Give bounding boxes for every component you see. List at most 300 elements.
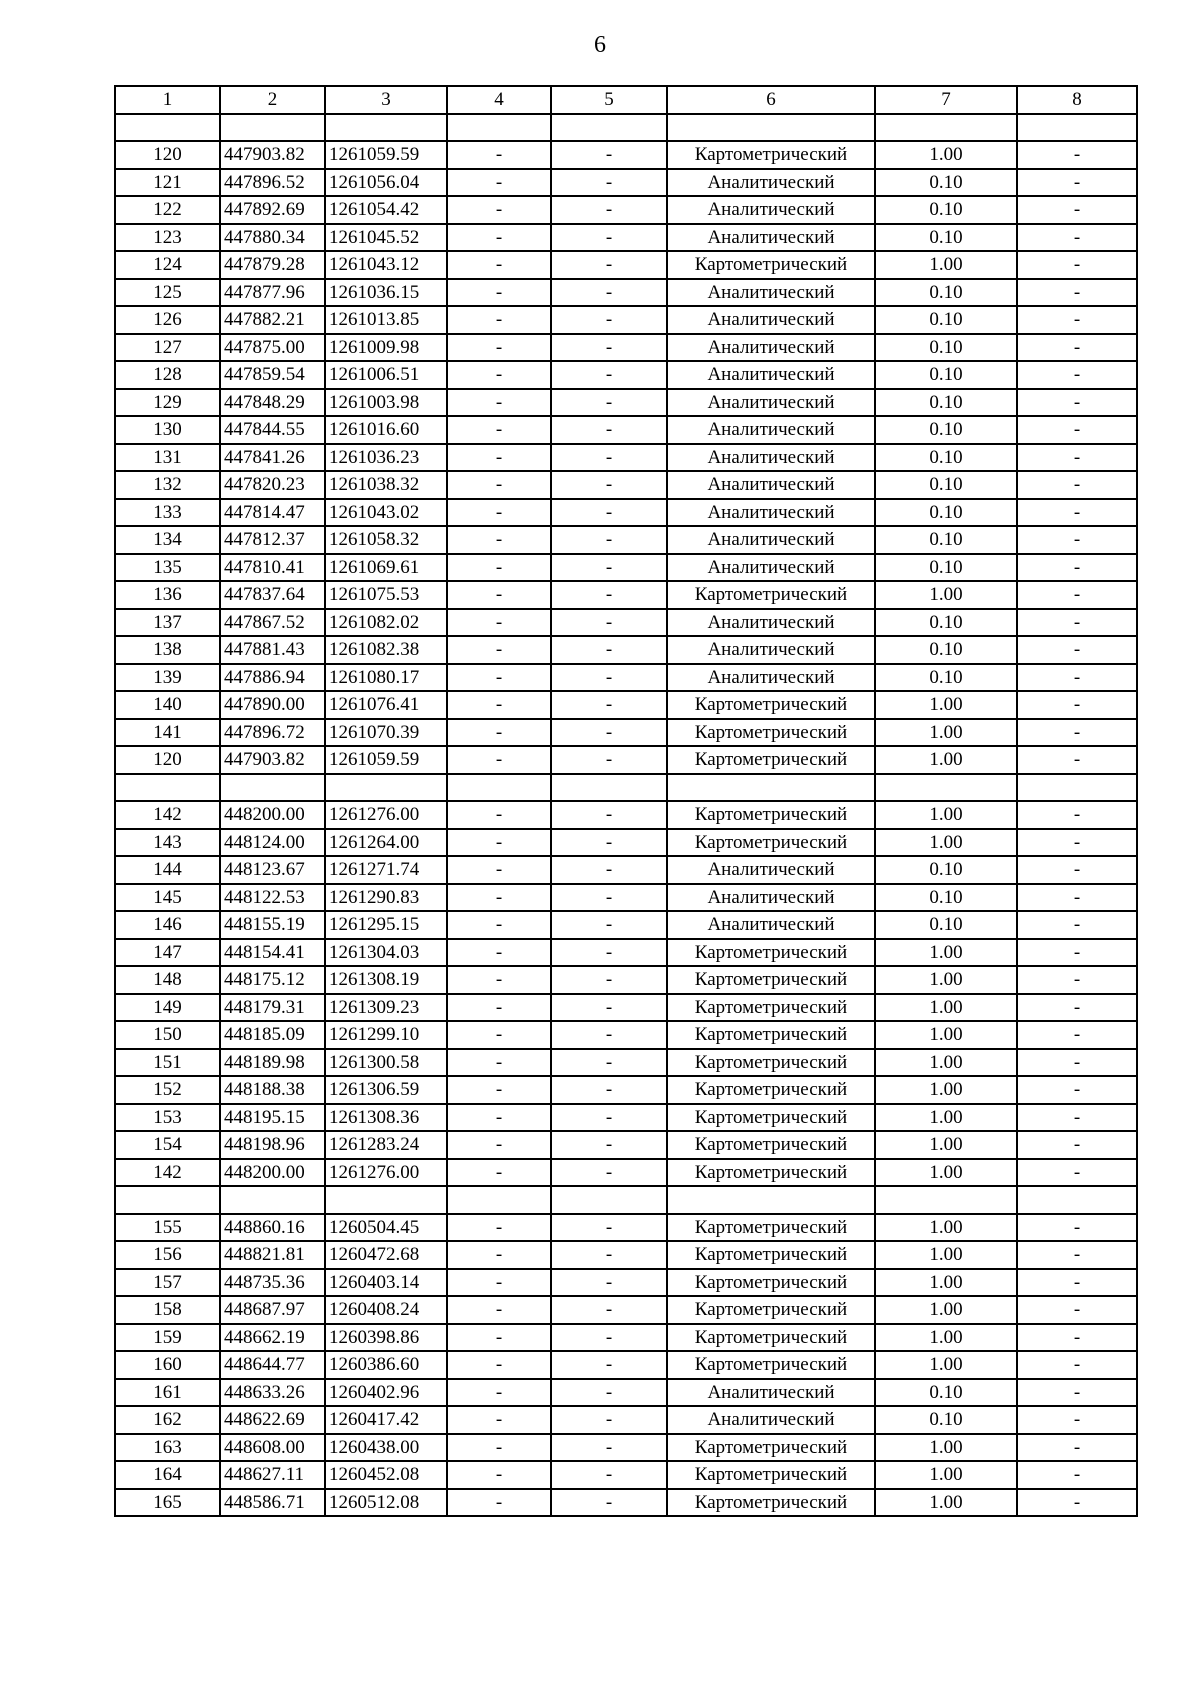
point-number-cell: 161 — [115, 1379, 220, 1407]
accuracy-cell — [875, 114, 1017, 142]
x-coordinate-cell: 448185.09 — [220, 1021, 325, 1049]
accuracy-cell: 1.00 — [875, 581, 1017, 609]
col8-cell: - — [1017, 1269, 1137, 1297]
col8-cell: - — [1017, 911, 1137, 939]
column-header: 7 — [875, 86, 1017, 114]
x-coordinate-cell: 448198.96 — [220, 1131, 325, 1159]
point-number-cell: 128 — [115, 361, 220, 389]
point-number-cell: 148 — [115, 966, 220, 994]
point-number-cell: 127 — [115, 334, 220, 362]
y-coordinate-cell: 1261276.00 — [325, 801, 447, 829]
y-coordinate-cell: 1261070.39 — [325, 719, 447, 747]
col4-cell: - — [447, 911, 551, 939]
x-coordinate-cell: 447810.41 — [220, 554, 325, 582]
table-row — [115, 389, 1137, 417]
col4-cell: - — [447, 1269, 551, 1297]
y-coordinate-cell: 1261082.02 — [325, 609, 447, 637]
method-cell: Картометрический — [667, 1489, 875, 1517]
col5-cell: - — [551, 389, 667, 417]
accuracy-cell: 0.10 — [875, 361, 1017, 389]
col8-cell: - — [1017, 471, 1137, 499]
method-cell: Картометрический — [667, 691, 875, 719]
accuracy-cell: 0.10 — [875, 169, 1017, 197]
method-cell: Аналитический — [667, 1406, 875, 1434]
accuracy-cell: 0.10 — [875, 884, 1017, 912]
point-number-cell: 137 — [115, 609, 220, 637]
table-row — [115, 141, 1137, 169]
accuracy-cell: 1.00 — [875, 141, 1017, 169]
column-header: 1 — [115, 86, 220, 114]
method-cell: Аналитический — [667, 526, 875, 554]
col4-cell: - — [447, 1296, 551, 1324]
col4-cell — [447, 774, 551, 802]
accuracy-cell: 1.00 — [875, 1324, 1017, 1352]
point-number-cell: 154 — [115, 1131, 220, 1159]
accuracy-cell: 1.00 — [875, 1434, 1017, 1462]
col8-cell: - — [1017, 306, 1137, 334]
col5-cell: - — [551, 1131, 667, 1159]
col4-cell: - — [447, 334, 551, 362]
col5-cell: - — [551, 1296, 667, 1324]
method-cell: Картометрический — [667, 1049, 875, 1077]
accuracy-cell: 0.10 — [875, 1379, 1017, 1407]
col5-cell: - — [551, 829, 667, 857]
point-number-cell: 134 — [115, 526, 220, 554]
col8-cell: - — [1017, 581, 1137, 609]
col8-cell: - — [1017, 636, 1137, 664]
point-number-cell — [115, 1186, 220, 1214]
col8-cell: - — [1017, 361, 1137, 389]
col4-cell: - — [447, 719, 551, 747]
col5-cell: - — [551, 609, 667, 637]
method-cell: Картометрический — [667, 1241, 875, 1269]
col8-cell: - — [1017, 1021, 1137, 1049]
point-number-cell: 149 — [115, 994, 220, 1022]
accuracy-cell: 0.10 — [875, 499, 1017, 527]
y-coordinate-cell — [325, 774, 447, 802]
y-coordinate-cell: 1260417.42 — [325, 1406, 447, 1434]
method-cell — [667, 114, 875, 142]
y-coordinate-cell: 1260398.86 — [325, 1324, 447, 1352]
accuracy-cell: 0.10 — [875, 279, 1017, 307]
col8-cell: - — [1017, 719, 1137, 747]
accuracy-cell: 1.00 — [875, 994, 1017, 1022]
y-coordinate-cell: 1260452.08 — [325, 1461, 447, 1489]
y-coordinate-cell: 1261309.23 — [325, 994, 447, 1022]
col8-cell: - — [1017, 526, 1137, 554]
col5-cell: - — [551, 306, 667, 334]
x-coordinate-cell: 447875.00 — [220, 334, 325, 362]
col5-cell: - — [551, 746, 667, 774]
x-coordinate-cell: 448175.12 — [220, 966, 325, 994]
point-number-cell: 157 — [115, 1269, 220, 1297]
col5-cell: - — [551, 1214, 667, 1242]
x-coordinate-cell: 448608.00 — [220, 1434, 325, 1462]
y-coordinate-cell: 1260403.14 — [325, 1269, 447, 1297]
x-coordinate-cell: 448123.67 — [220, 856, 325, 884]
col4-cell: - — [447, 609, 551, 637]
accuracy-cell: 1.00 — [875, 1049, 1017, 1077]
x-coordinate-cell: 447844.55 — [220, 416, 325, 444]
x-coordinate-cell: 448644.77 — [220, 1351, 325, 1379]
x-coordinate-cell: 448179.31 — [220, 994, 325, 1022]
y-coordinate-cell: 1261006.51 — [325, 361, 447, 389]
point-number-cell: 126 — [115, 306, 220, 334]
col5-cell: - — [551, 169, 667, 197]
col4-cell: - — [447, 664, 551, 692]
method-cell: Аналитический — [667, 361, 875, 389]
table-row — [115, 636, 1137, 664]
col8-cell: - — [1017, 1351, 1137, 1379]
x-coordinate-cell: 447877.96 — [220, 279, 325, 307]
x-coordinate-cell: 448687.97 — [220, 1296, 325, 1324]
x-coordinate-cell: 448627.11 — [220, 1461, 325, 1489]
y-coordinate-cell: 1261069.61 — [325, 554, 447, 582]
col4-cell: - — [447, 1406, 551, 1434]
col4-cell: - — [447, 554, 551, 582]
column-header: 3 — [325, 86, 447, 114]
y-coordinate-cell: 1261059.59 — [325, 746, 447, 774]
x-coordinate-cell: 448200.00 — [220, 1159, 325, 1187]
point-number-cell: 147 — [115, 939, 220, 967]
y-coordinate-cell: 1261082.38 — [325, 636, 447, 664]
table-row — [115, 526, 1137, 554]
x-coordinate-cell: 447903.82 — [220, 746, 325, 774]
col4-cell: - — [447, 1021, 551, 1049]
col8-cell: - — [1017, 251, 1137, 279]
y-coordinate-cell: 1261264.00 — [325, 829, 447, 857]
accuracy-cell: 1.00 — [875, 966, 1017, 994]
x-coordinate-cell — [220, 114, 325, 142]
x-coordinate-cell: 448860.16 — [220, 1214, 325, 1242]
table-row — [115, 1269, 1137, 1297]
x-coordinate-cell: 448586.71 — [220, 1489, 325, 1517]
table-row — [115, 1351, 1137, 1379]
method-cell: Картометрический — [667, 1104, 875, 1132]
col4-cell: - — [447, 196, 551, 224]
col8-cell: - — [1017, 1489, 1137, 1517]
x-coordinate-cell: 447896.52 — [220, 169, 325, 197]
table-row — [115, 196, 1137, 224]
accuracy-cell: 1.00 — [875, 1461, 1017, 1489]
col4-cell: - — [447, 801, 551, 829]
point-number-cell: 162 — [115, 1406, 220, 1434]
col4-cell — [447, 114, 551, 142]
col5-cell: - — [551, 361, 667, 389]
method-cell: Аналитический — [667, 471, 875, 499]
x-coordinate-cell — [220, 774, 325, 802]
table-row — [115, 1461, 1137, 1489]
table-row — [115, 471, 1137, 499]
method-cell: Картометрический — [667, 1324, 875, 1352]
method-cell: Картометрический — [667, 1214, 875, 1242]
col8-cell: - — [1017, 196, 1137, 224]
col4-cell: - — [447, 1241, 551, 1269]
x-coordinate-cell: 448155.19 — [220, 911, 325, 939]
point-number-cell: 143 — [115, 829, 220, 857]
table-row — [115, 251, 1137, 279]
accuracy-cell: 0.10 — [875, 389, 1017, 417]
accuracy-cell: 0.10 — [875, 196, 1017, 224]
col5-cell: - — [551, 334, 667, 362]
col4-cell: - — [447, 1434, 551, 1462]
table-row — [115, 609, 1137, 637]
separator-row — [115, 774, 1137, 802]
method-cell: Аналитический — [667, 1379, 875, 1407]
col8-cell: - — [1017, 1461, 1137, 1489]
x-coordinate-cell: 447859.54 — [220, 361, 325, 389]
accuracy-cell: 1.00 — [875, 829, 1017, 857]
method-cell: Аналитический — [667, 856, 875, 884]
col5-cell — [551, 114, 667, 142]
accuracy-cell: 1.00 — [875, 1104, 1017, 1132]
table-row — [115, 884, 1137, 912]
col8-cell: - — [1017, 691, 1137, 719]
col5-cell: - — [551, 719, 667, 747]
col8-cell — [1017, 1186, 1137, 1214]
method-cell: Картометрический — [667, 141, 875, 169]
x-coordinate-cell: 447880.34 — [220, 224, 325, 252]
accuracy-cell: 1.00 — [875, 1351, 1017, 1379]
col4-cell: - — [447, 1104, 551, 1132]
method-cell: Аналитический — [667, 306, 875, 334]
point-number-cell: 150 — [115, 1021, 220, 1049]
col8-cell: - — [1017, 1049, 1137, 1077]
col8-cell: - — [1017, 1076, 1137, 1104]
y-coordinate-cell: 1261056.04 — [325, 169, 447, 197]
col4-cell: - — [447, 994, 551, 1022]
x-coordinate-cell: 448154.41 — [220, 939, 325, 967]
x-coordinate-cell: 447892.69 — [220, 196, 325, 224]
method-cell: Картометрический — [667, 1461, 875, 1489]
table-row — [115, 169, 1137, 197]
col4-cell — [447, 1186, 551, 1214]
col5-cell: - — [551, 581, 667, 609]
accuracy-cell: 0.10 — [875, 554, 1017, 582]
method-cell: Аналитический — [667, 664, 875, 692]
y-coordinate-cell: 1260402.96 — [325, 1379, 447, 1407]
y-coordinate-cell: 1261075.53 — [325, 581, 447, 609]
y-coordinate-cell — [325, 1186, 447, 1214]
table-row — [115, 1241, 1137, 1269]
y-coordinate-cell: 1261003.98 — [325, 389, 447, 417]
method-cell: Картометрический — [667, 746, 875, 774]
point-number-cell: 122 — [115, 196, 220, 224]
col8-cell: - — [1017, 829, 1137, 857]
col5-cell: - — [551, 1406, 667, 1434]
separator-row — [115, 114, 1137, 142]
col5-cell: - — [551, 664, 667, 692]
col5-cell: - — [551, 444, 667, 472]
col4-cell: - — [447, 1159, 551, 1187]
col4-cell: - — [447, 636, 551, 664]
point-number-cell: 158 — [115, 1296, 220, 1324]
y-coordinate-cell: 1261045.52 — [325, 224, 447, 252]
y-coordinate-cell: 1261306.59 — [325, 1076, 447, 1104]
y-coordinate-cell: 1261036.15 — [325, 279, 447, 307]
col8-cell — [1017, 114, 1137, 142]
accuracy-cell: 1.00 — [875, 251, 1017, 279]
accuracy-cell: 0.10 — [875, 609, 1017, 637]
method-cell: Картометрический — [667, 829, 875, 857]
method-cell: Картометрический — [667, 581, 875, 609]
table-header — [115, 86, 1137, 114]
point-number-cell: 153 — [115, 1104, 220, 1132]
col8-cell: - — [1017, 279, 1137, 307]
col8-cell: - — [1017, 664, 1137, 692]
table-row — [115, 1214, 1137, 1242]
col4-cell: - — [447, 306, 551, 334]
point-number-cell: 132 — [115, 471, 220, 499]
col4-cell: - — [447, 141, 551, 169]
table-row — [115, 801, 1137, 829]
y-coordinate-cell: 1261054.42 — [325, 196, 447, 224]
method-cell: Картометрический — [667, 1021, 875, 1049]
accuracy-cell: 1.00 — [875, 691, 1017, 719]
method-cell: Картометрический — [667, 251, 875, 279]
point-number-cell: 140 — [115, 691, 220, 719]
table-row — [115, 499, 1137, 527]
col8-cell: - — [1017, 444, 1137, 472]
col5-cell: - — [551, 1159, 667, 1187]
col4-cell: - — [447, 884, 551, 912]
method-cell: Картометрический — [667, 1434, 875, 1462]
col4-cell: - — [447, 499, 551, 527]
col5-cell: - — [551, 1269, 667, 1297]
accuracy-cell: 1.00 — [875, 719, 1017, 747]
accuracy-cell: 1.00 — [875, 1269, 1017, 1297]
col4-cell: - — [447, 279, 551, 307]
x-coordinate-cell: 448622.69 — [220, 1406, 325, 1434]
x-coordinate-cell: 447848.29 — [220, 389, 325, 417]
accuracy-cell: 1.00 — [875, 939, 1017, 967]
col4-cell: - — [447, 829, 551, 857]
method-cell: Картометрический — [667, 801, 875, 829]
col8-cell: - — [1017, 856, 1137, 884]
col5-cell: - — [551, 636, 667, 664]
accuracy-cell: 1.00 — [875, 801, 1017, 829]
table-row — [115, 1104, 1137, 1132]
y-coordinate-cell: 1261295.15 — [325, 911, 447, 939]
column-header: 6 — [667, 86, 875, 114]
accuracy-cell: 1.00 — [875, 1131, 1017, 1159]
col8-cell: - — [1017, 1241, 1137, 1269]
method-cell: Картометрический — [667, 1159, 875, 1187]
point-number-cell: 159 — [115, 1324, 220, 1352]
table-row — [115, 1324, 1137, 1352]
col5-cell — [551, 774, 667, 802]
x-coordinate-cell: 448200.00 — [220, 801, 325, 829]
col4-cell: - — [447, 1461, 551, 1489]
y-coordinate-cell: 1261304.03 — [325, 939, 447, 967]
column-header: 5 — [551, 86, 667, 114]
table-row — [115, 1076, 1137, 1104]
y-coordinate-cell: 1261308.36 — [325, 1104, 447, 1132]
method-cell: Аналитический — [667, 636, 875, 664]
method-cell: Аналитический — [667, 224, 875, 252]
col4-cell: - — [447, 1131, 551, 1159]
table-body — [115, 114, 1137, 1517]
col5-cell: - — [551, 224, 667, 252]
y-coordinate-cell: 1261290.83 — [325, 884, 447, 912]
col8-cell: - — [1017, 416, 1137, 444]
col5-cell: - — [551, 1241, 667, 1269]
col8-cell: - — [1017, 609, 1137, 637]
x-coordinate-cell: 448735.36 — [220, 1269, 325, 1297]
col5-cell: - — [551, 1049, 667, 1077]
col4-cell: - — [447, 1379, 551, 1407]
col8-cell: - — [1017, 334, 1137, 362]
col4-cell: - — [447, 691, 551, 719]
accuracy-cell: 0.10 — [875, 636, 1017, 664]
col5-cell: - — [551, 1104, 667, 1132]
point-number-cell: 141 — [115, 719, 220, 747]
accuracy-cell: 1.00 — [875, 1076, 1017, 1104]
method-cell: Аналитический — [667, 196, 875, 224]
point-number-cell: 131 — [115, 444, 220, 472]
col5-cell: - — [551, 911, 667, 939]
point-number-cell: 146 — [115, 911, 220, 939]
col4-cell: - — [447, 361, 551, 389]
separator-row — [115, 1186, 1137, 1214]
method-cell: Аналитический — [667, 169, 875, 197]
x-coordinate-cell: 447881.43 — [220, 636, 325, 664]
col8-cell: - — [1017, 884, 1137, 912]
point-number-cell — [115, 114, 220, 142]
col5-cell: - — [551, 1324, 667, 1352]
table-row — [115, 581, 1137, 609]
table-row — [115, 746, 1137, 774]
table-row — [115, 1131, 1137, 1159]
col5-cell: - — [551, 1379, 667, 1407]
method-cell: Аналитический — [667, 884, 875, 912]
col5-cell: - — [551, 1351, 667, 1379]
x-coordinate-cell: 447882.21 — [220, 306, 325, 334]
col8-cell: - — [1017, 1406, 1137, 1434]
table-row — [115, 1434, 1137, 1462]
col8-cell: - — [1017, 1131, 1137, 1159]
col8-cell: - — [1017, 1214, 1137, 1242]
col4-cell: - — [447, 471, 551, 499]
point-number-cell: 142 — [115, 1159, 220, 1187]
col5-cell: - — [551, 554, 667, 582]
col4-cell: - — [447, 169, 551, 197]
table-row — [115, 829, 1137, 857]
y-coordinate-cell: 1261036.23 — [325, 444, 447, 472]
point-number-cell: 138 — [115, 636, 220, 664]
point-number-cell: 144 — [115, 856, 220, 884]
method-cell: Аналитический — [667, 554, 875, 582]
point-number-cell: 165 — [115, 1489, 220, 1517]
table-row — [115, 554, 1137, 582]
column-header: 4 — [447, 86, 551, 114]
y-coordinate-cell: 1261043.02 — [325, 499, 447, 527]
method-cell: Аналитический — [667, 279, 875, 307]
y-coordinate-cell: 1261059.59 — [325, 141, 447, 169]
col5-cell: - — [551, 196, 667, 224]
col5-cell: - — [551, 939, 667, 967]
y-coordinate-cell: 1260512.08 — [325, 1489, 447, 1517]
x-coordinate-cell: 447812.37 — [220, 526, 325, 554]
y-coordinate-cell: 1260472.68 — [325, 1241, 447, 1269]
accuracy-cell: 1.00 — [875, 1159, 1017, 1187]
x-coordinate-cell: 447814.47 — [220, 499, 325, 527]
col8-cell: - — [1017, 1434, 1137, 1462]
col8-cell: - — [1017, 1324, 1137, 1352]
col8-cell: - — [1017, 1104, 1137, 1132]
x-coordinate-cell: 447886.94 — [220, 664, 325, 692]
point-number-cell: 120 — [115, 141, 220, 169]
